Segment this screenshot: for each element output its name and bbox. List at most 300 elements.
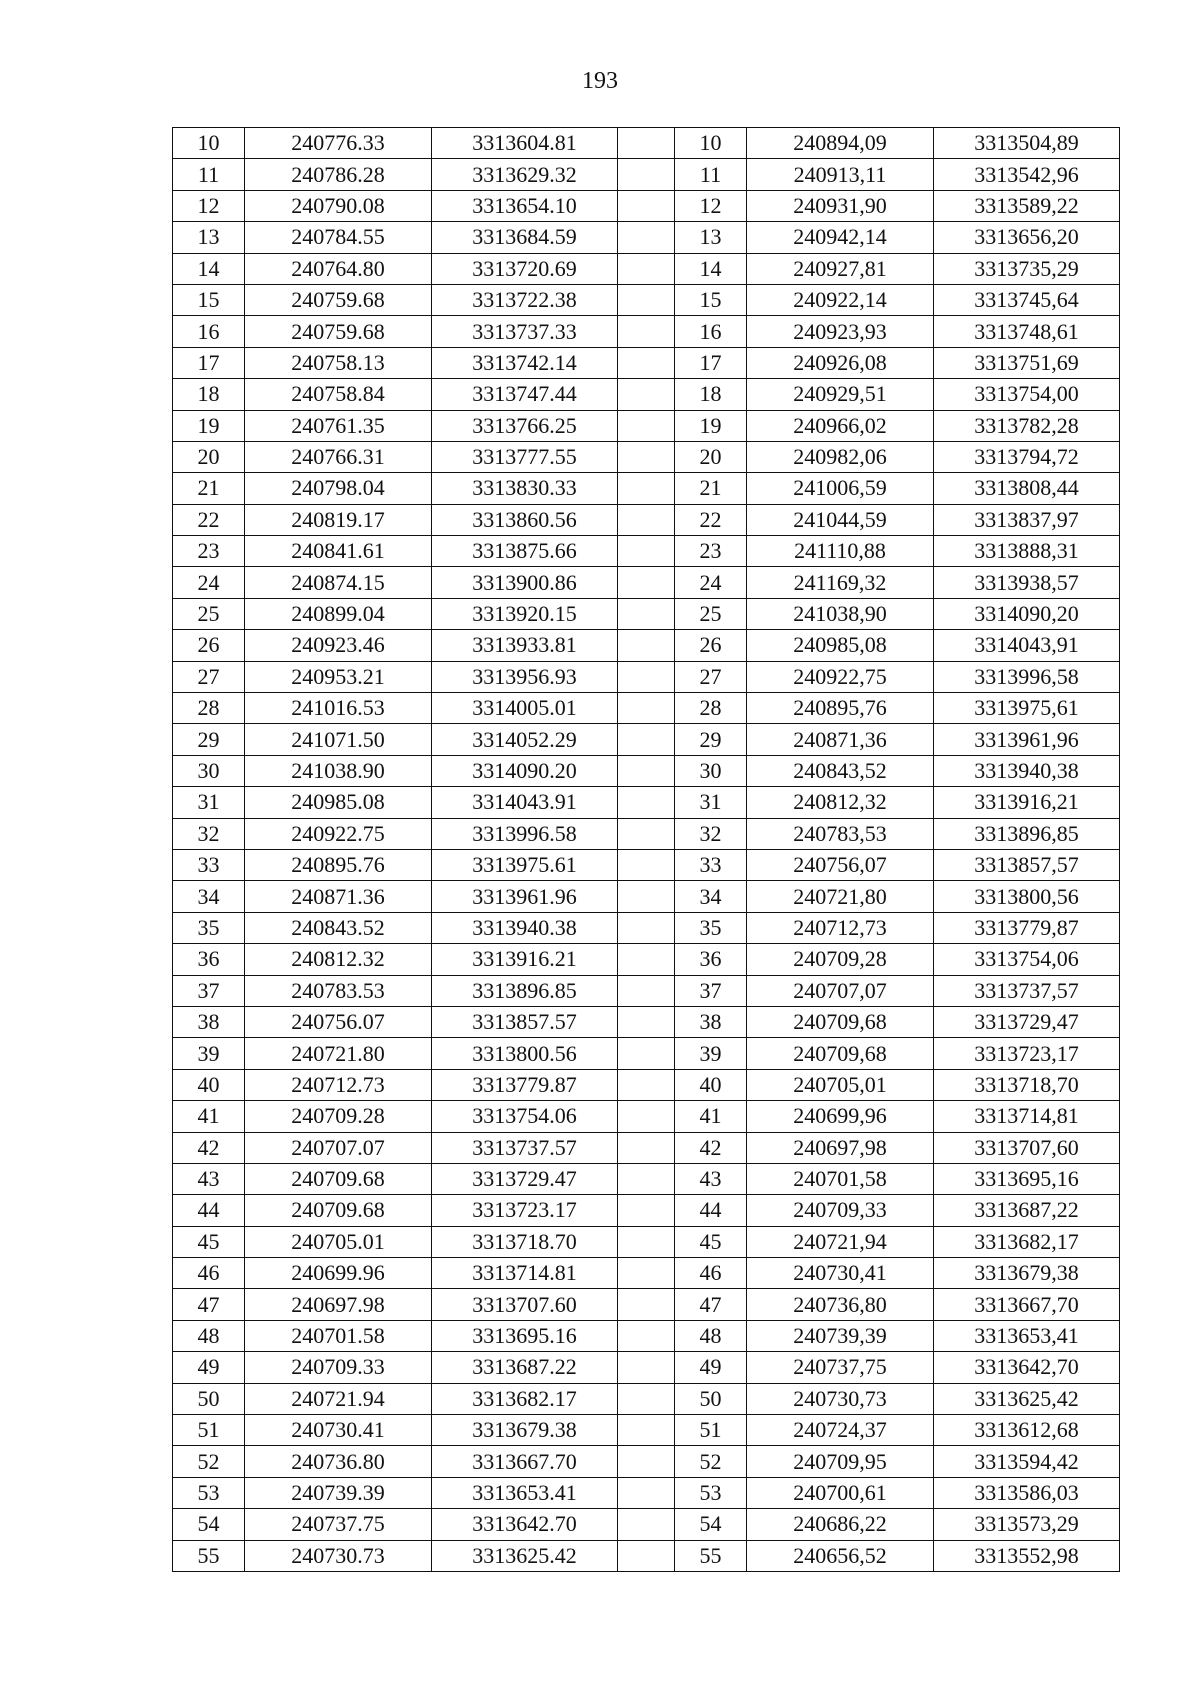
point-number-left: 48 <box>173 1320 245 1351</box>
x-coordinate-left: 240759.68 <box>245 284 432 315</box>
x-coordinate-right: 241038,90 <box>747 598 934 629</box>
y-coordinate-left: 3313684.59 <box>432 222 618 253</box>
x-coordinate-left: 240819.17 <box>245 504 432 535</box>
x-coordinate-right: 240736,80 <box>747 1289 934 1320</box>
table-row <box>173 190 1120 221</box>
x-coordinate-left: 240922.75 <box>245 818 432 849</box>
x-coordinate-right: 240756,07 <box>747 849 934 880</box>
point-number-left: 54 <box>173 1509 245 1540</box>
spacer-cell <box>618 379 675 410</box>
point-number-right: 52 <box>675 1446 747 1477</box>
point-number-right: 22 <box>675 504 747 535</box>
point-number-left: 49 <box>173 1352 245 1383</box>
point-number-left: 10 <box>173 128 245 159</box>
point-number-right: 47 <box>675 1289 747 1320</box>
x-coordinate-left: 240786.28 <box>245 159 432 190</box>
y-coordinate-left: 3313729.47 <box>432 1163 618 1194</box>
spacer-cell <box>618 1163 675 1194</box>
x-coordinate-left: 240756.07 <box>245 1006 432 1037</box>
point-number-left: 45 <box>173 1226 245 1257</box>
point-number-left: 38 <box>173 1006 245 1037</box>
y-coordinate-right: 3313552,98 <box>934 1540 1120 1571</box>
spacer-cell <box>618 881 675 912</box>
spacer-cell <box>618 536 675 567</box>
y-coordinate-left: 3313642.70 <box>432 1509 618 1540</box>
spacer-cell <box>618 912 675 943</box>
table-row <box>173 724 1120 755</box>
y-coordinate-left: 3313896.85 <box>432 975 618 1006</box>
y-coordinate-right: 3313737,57 <box>934 975 1120 1006</box>
x-coordinate-right: 240894,09 <box>747 128 934 159</box>
y-coordinate-left: 3313737.57 <box>432 1132 618 1163</box>
y-coordinate-right: 3313682,17 <box>934 1226 1120 1257</box>
point-number-left: 30 <box>173 755 245 786</box>
x-coordinate-right: 240656,52 <box>747 1540 934 1571</box>
y-coordinate-right: 3313612,68 <box>934 1415 1120 1446</box>
y-coordinate-left: 3313996.58 <box>432 818 618 849</box>
spacer-cell <box>618 724 675 755</box>
y-coordinate-right: 3313794,72 <box>934 441 1120 472</box>
x-coordinate-right: 240730,41 <box>747 1258 934 1289</box>
table-row <box>173 1383 1120 1414</box>
x-coordinate-left: 240712.73 <box>245 1069 432 1100</box>
point-number-right: 24 <box>675 567 747 598</box>
y-coordinate-right: 3313800,56 <box>934 881 1120 912</box>
spacer-cell <box>618 1540 675 1571</box>
point-number-right: 41 <box>675 1101 747 1132</box>
x-coordinate-left: 240699.96 <box>245 1258 432 1289</box>
y-coordinate-left: 3313679.38 <box>432 1415 618 1446</box>
y-coordinate-right: 3313718,70 <box>934 1069 1120 1100</box>
y-coordinate-left: 3313714.81 <box>432 1258 618 1289</box>
point-number-right: 20 <box>675 441 747 472</box>
point-number-right: 48 <box>675 1320 747 1351</box>
point-number-left: 19 <box>173 410 245 441</box>
y-coordinate-right: 3313723,17 <box>934 1038 1120 1069</box>
x-coordinate-left: 240709.33 <box>245 1352 432 1383</box>
y-coordinate-left: 3313900.86 <box>432 567 618 598</box>
spacer-cell <box>618 661 675 692</box>
x-coordinate-left: 241071.50 <box>245 724 432 755</box>
point-number-right: 27 <box>675 661 747 692</box>
x-coordinate-left: 240759.68 <box>245 316 432 347</box>
spacer-cell <box>618 1132 675 1163</box>
point-number-right: 29 <box>675 724 747 755</box>
y-coordinate-right: 3313888,31 <box>934 536 1120 567</box>
y-coordinate-right: 3314090,20 <box>934 598 1120 629</box>
y-coordinate-right: 3313857,57 <box>934 849 1120 880</box>
y-coordinate-left: 3313777.55 <box>432 441 618 472</box>
x-coordinate-left: 240705.01 <box>245 1226 432 1257</box>
y-coordinate-left: 3313722.38 <box>432 284 618 315</box>
x-coordinate-left: 241038.90 <box>245 755 432 786</box>
table-row <box>173 1446 1120 1477</box>
point-number-left: 55 <box>173 1540 245 1571</box>
table-row <box>173 1132 1120 1163</box>
x-coordinate-right: 240721,80 <box>747 881 934 912</box>
x-coordinate-right: 240929,51 <box>747 379 934 410</box>
point-number-left: 20 <box>173 441 245 472</box>
spacer-cell <box>618 222 675 253</box>
point-number-left: 39 <box>173 1038 245 1069</box>
point-number-right: 53 <box>675 1477 747 1508</box>
x-coordinate-right: 241044,59 <box>747 504 934 535</box>
y-coordinate-right: 3313745,64 <box>934 284 1120 315</box>
point-number-left: 40 <box>173 1069 245 1100</box>
y-coordinate-left: 3313604.81 <box>432 128 618 159</box>
point-number-left: 43 <box>173 1163 245 1194</box>
y-coordinate-left: 3313653.41 <box>432 1477 618 1508</box>
point-number-right: 34 <box>675 881 747 912</box>
y-coordinate-right: 3313916,21 <box>934 787 1120 818</box>
point-number-right: 14 <box>675 253 747 284</box>
point-number-right: 18 <box>675 379 747 410</box>
spacer-cell <box>618 1101 675 1132</box>
table-row <box>173 1163 1120 1194</box>
x-coordinate-right: 240686,22 <box>747 1509 934 1540</box>
point-number-right: 40 <box>675 1069 747 1100</box>
x-coordinate-left: 240985.08 <box>245 787 432 818</box>
point-number-left: 46 <box>173 1258 245 1289</box>
y-coordinate-left: 3313875.66 <box>432 536 618 567</box>
point-number-left: 51 <box>173 1415 245 1446</box>
spacer-cell <box>618 1352 675 1383</box>
y-coordinate-left: 3314043.91 <box>432 787 618 818</box>
spacer-cell <box>618 975 675 1006</box>
point-number-left: 12 <box>173 190 245 221</box>
x-coordinate-right: 240966,02 <box>747 410 934 441</box>
point-number-right: 28 <box>675 693 747 724</box>
x-coordinate-left: 240739.39 <box>245 1477 432 1508</box>
x-coordinate-right: 240931,90 <box>747 190 934 221</box>
spacer-cell <box>618 441 675 472</box>
x-coordinate-right: 240709,33 <box>747 1195 934 1226</box>
x-coordinate-left: 240737.75 <box>245 1509 432 1540</box>
x-coordinate-left: 240798.04 <box>245 473 432 504</box>
y-coordinate-right: 3313729,47 <box>934 1006 1120 1037</box>
point-number-left: 34 <box>173 881 245 912</box>
table-row <box>173 1415 1120 1446</box>
y-coordinate-left: 3313857.57 <box>432 1006 618 1037</box>
x-coordinate-right: 240724,37 <box>747 1415 934 1446</box>
y-coordinate-right: 3313940,38 <box>934 755 1120 786</box>
y-coordinate-right: 3313695,16 <box>934 1163 1120 1194</box>
x-coordinate-left: 240899.04 <box>245 598 432 629</box>
point-number-left: 36 <box>173 944 245 975</box>
point-number-right: 45 <box>675 1226 747 1257</box>
spacer-cell <box>618 1383 675 1414</box>
x-coordinate-right: 240709,95 <box>747 1446 934 1477</box>
x-coordinate-right: 240985,08 <box>747 630 934 661</box>
spacer-cell <box>618 410 675 441</box>
spacer-cell <box>618 190 675 221</box>
x-coordinate-right: 240927,81 <box>747 253 934 284</box>
point-number-left: 18 <box>173 379 245 410</box>
spacer-cell <box>618 504 675 535</box>
point-number-left: 25 <box>173 598 245 629</box>
point-number-left: 22 <box>173 504 245 535</box>
y-coordinate-right: 3313714,81 <box>934 1101 1120 1132</box>
x-coordinate-left: 240758.84 <box>245 379 432 410</box>
y-coordinate-right: 3313975,61 <box>934 693 1120 724</box>
point-number-left: 50 <box>173 1383 245 1414</box>
point-number-left: 52 <box>173 1446 245 1477</box>
x-coordinate-right: 241006,59 <box>747 473 934 504</box>
point-number-right: 36 <box>675 944 747 975</box>
point-number-left: 27 <box>173 661 245 692</box>
y-coordinate-left: 3313737.33 <box>432 316 618 347</box>
point-number-left: 11 <box>173 159 245 190</box>
x-coordinate-left: 240812.32 <box>245 944 432 975</box>
x-coordinate-right: 240922,14 <box>747 284 934 315</box>
y-coordinate-right: 3313653,41 <box>934 1320 1120 1351</box>
x-coordinate-right: 240700,61 <box>747 1477 934 1508</box>
y-coordinate-right: 3313754,00 <box>934 379 1120 410</box>
point-number-left: 13 <box>173 222 245 253</box>
table-row <box>173 1101 1120 1132</box>
y-coordinate-right: 3313808,44 <box>934 473 1120 504</box>
point-number-right: 51 <box>675 1415 747 1446</box>
y-coordinate-right: 3313996,58 <box>934 661 1120 692</box>
x-coordinate-left: 240758.13 <box>245 347 432 378</box>
y-coordinate-left: 3313766.25 <box>432 410 618 441</box>
point-number-right: 49 <box>675 1352 747 1383</box>
point-number-right: 32 <box>675 818 747 849</box>
y-coordinate-left: 3313723.17 <box>432 1195 618 1226</box>
y-coordinate-right: 3313656,20 <box>934 222 1120 253</box>
x-coordinate-left: 240736.80 <box>245 1446 432 1477</box>
x-coordinate-right: 240701,58 <box>747 1163 934 1194</box>
point-number-right: 12 <box>675 190 747 221</box>
point-number-left: 26 <box>173 630 245 661</box>
y-coordinate-left: 3313747.44 <box>432 379 618 410</box>
x-coordinate-left: 240730.41 <box>245 1415 432 1446</box>
spacer-cell <box>618 849 675 880</box>
table-row <box>173 1352 1120 1383</box>
y-coordinate-right: 3313751,69 <box>934 347 1120 378</box>
y-coordinate-right: 3313837,97 <box>934 504 1120 535</box>
point-number-right: 19 <box>675 410 747 441</box>
y-coordinate-right: 3313573,29 <box>934 1509 1120 1540</box>
spacer-cell <box>618 284 675 315</box>
point-number-right: 35 <box>675 912 747 943</box>
x-coordinate-left: 240790.08 <box>245 190 432 221</box>
table-row <box>173 1477 1120 1508</box>
table-row <box>173 693 1120 724</box>
table-row <box>173 441 1120 472</box>
x-coordinate-right: 240705,01 <box>747 1069 934 1100</box>
spacer-cell <box>618 253 675 284</box>
y-coordinate-left: 3313920.15 <box>432 598 618 629</box>
table-row <box>173 128 1120 159</box>
x-coordinate-right: 240697,98 <box>747 1132 934 1163</box>
table-row <box>173 1289 1120 1320</box>
x-coordinate-right: 240922,75 <box>747 661 934 692</box>
table-row <box>173 1195 1120 1226</box>
y-coordinate-left: 3313860.56 <box>432 504 618 535</box>
point-number-left: 41 <box>173 1101 245 1132</box>
point-number-left: 14 <box>173 253 245 284</box>
x-coordinate-left: 241016.53 <box>245 693 432 724</box>
x-coordinate-left: 240874.15 <box>245 567 432 598</box>
spacer-cell <box>618 473 675 504</box>
table-row <box>173 222 1120 253</box>
point-number-right: 11 <box>675 159 747 190</box>
point-number-right: 46 <box>675 1258 747 1289</box>
y-coordinate-right: 3313687,22 <box>934 1195 1120 1226</box>
y-coordinate-left: 3313718.70 <box>432 1226 618 1257</box>
x-coordinate-left: 240764.80 <box>245 253 432 284</box>
table-row <box>173 975 1120 1006</box>
spacer-cell <box>618 567 675 598</box>
y-coordinate-left: 3313682.17 <box>432 1383 618 1414</box>
point-number-right: 39 <box>675 1038 747 1069</box>
table-row <box>173 912 1120 943</box>
page-number: 193 <box>582 68 618 94</box>
table-row <box>173 473 1120 504</box>
point-number-left: 15 <box>173 284 245 315</box>
y-coordinate-right: 3313642,70 <box>934 1352 1120 1383</box>
table-row <box>173 253 1120 284</box>
y-coordinate-right: 3313754,06 <box>934 944 1120 975</box>
y-coordinate-right: 3313679,38 <box>934 1258 1120 1289</box>
x-coordinate-left: 240953.21 <box>245 661 432 692</box>
x-coordinate-right: 240709,28 <box>747 944 934 975</box>
spacer-cell <box>618 787 675 818</box>
x-coordinate-left: 240841.61 <box>245 536 432 567</box>
point-number-right: 42 <box>675 1132 747 1163</box>
x-coordinate-left: 240843.52 <box>245 912 432 943</box>
point-number-right: 15 <box>675 284 747 315</box>
spacer-cell <box>618 1038 675 1069</box>
table-row <box>173 1320 1120 1351</box>
point-number-left: 16 <box>173 316 245 347</box>
table-row <box>173 849 1120 880</box>
point-number-left: 47 <box>173 1289 245 1320</box>
spacer-cell <box>618 1509 675 1540</box>
spacer-cell <box>618 128 675 159</box>
spacer-cell <box>618 944 675 975</box>
y-coordinate-left: 3313933.81 <box>432 630 618 661</box>
point-number-left: 21 <box>173 473 245 504</box>
point-number-left: 35 <box>173 912 245 943</box>
y-coordinate-right: 3313667,70 <box>934 1289 1120 1320</box>
table-row <box>173 536 1120 567</box>
x-coordinate-left: 240709.68 <box>245 1163 432 1194</box>
spacer-cell <box>618 1258 675 1289</box>
y-coordinate-right: 3313594,42 <box>934 1446 1120 1477</box>
y-coordinate-left: 3313940.38 <box>432 912 618 943</box>
point-number-right: 30 <box>675 755 747 786</box>
x-coordinate-right: 241169,32 <box>747 567 934 598</box>
point-number-left: 24 <box>173 567 245 598</box>
table-row <box>173 661 1120 692</box>
table-row <box>173 316 1120 347</box>
y-coordinate-left: 3313961.96 <box>432 881 618 912</box>
spacer-cell <box>618 159 675 190</box>
y-coordinate-left: 3313830.33 <box>432 473 618 504</box>
point-number-right: 17 <box>675 347 747 378</box>
table-row <box>173 944 1120 975</box>
point-number-right: 31 <box>675 787 747 818</box>
x-coordinate-left: 240776.33 <box>245 128 432 159</box>
spacer-cell <box>618 1069 675 1100</box>
y-coordinate-right: 3313896,85 <box>934 818 1120 849</box>
point-number-right: 54 <box>675 1509 747 1540</box>
table-row <box>173 504 1120 535</box>
y-coordinate-left: 3313695.16 <box>432 1320 618 1351</box>
table-row <box>173 284 1120 315</box>
x-coordinate-right: 240871,36 <box>747 724 934 755</box>
y-coordinate-left: 3314090.20 <box>432 755 618 786</box>
spacer-cell <box>618 598 675 629</box>
table-row <box>173 1038 1120 1069</box>
table-row <box>173 755 1120 786</box>
x-coordinate-right: 240699,96 <box>747 1101 934 1132</box>
x-coordinate-right: 240843,52 <box>747 755 934 786</box>
point-number-left: 23 <box>173 536 245 567</box>
spacer-cell <box>618 1195 675 1226</box>
y-coordinate-right: 3313625,42 <box>934 1383 1120 1414</box>
spacer-cell <box>618 1289 675 1320</box>
table-row <box>173 1258 1120 1289</box>
y-coordinate-left: 3313916.21 <box>432 944 618 975</box>
y-coordinate-right: 3313586,03 <box>934 1477 1120 1508</box>
point-number-right: 13 <box>675 222 747 253</box>
point-number-right: 10 <box>675 128 747 159</box>
coordinates-table-body <box>173 128 1120 1572</box>
point-number-right: 21 <box>675 473 747 504</box>
x-coordinate-left: 240761.35 <box>245 410 432 441</box>
x-coordinate-right: 240923,93 <box>747 316 934 347</box>
table-row <box>173 567 1120 598</box>
x-coordinate-right: 240707,07 <box>747 975 934 1006</box>
spacer-cell <box>618 1320 675 1351</box>
point-number-left: 37 <box>173 975 245 1006</box>
y-coordinate-left: 3313625.42 <box>432 1540 618 1571</box>
y-coordinate-left: 3313707.60 <box>432 1289 618 1320</box>
x-coordinate-right: 241110,88 <box>747 536 934 567</box>
x-coordinate-right: 240913,11 <box>747 159 934 190</box>
spacer-cell <box>618 1446 675 1477</box>
table-row <box>173 1006 1120 1037</box>
point-number-right: 26 <box>675 630 747 661</box>
y-coordinate-left: 3313742.14 <box>432 347 618 378</box>
x-coordinate-right: 240982,06 <box>747 441 934 472</box>
table-row <box>173 787 1120 818</box>
y-coordinate-right: 3313707,60 <box>934 1132 1120 1163</box>
table-row <box>173 630 1120 661</box>
table-row <box>173 818 1120 849</box>
point-number-right: 50 <box>675 1383 747 1414</box>
x-coordinate-left: 240707.07 <box>245 1132 432 1163</box>
y-coordinate-left: 3313629.32 <box>432 159 618 190</box>
x-coordinate-right: 240712,73 <box>747 912 934 943</box>
y-coordinate-right: 3313782,28 <box>934 410 1120 441</box>
y-coordinate-right: 3313735,29 <box>934 253 1120 284</box>
table-row <box>173 1069 1120 1100</box>
point-number-right: 23 <box>675 536 747 567</box>
x-coordinate-left: 240721.94 <box>245 1383 432 1414</box>
spacer-cell <box>618 1226 675 1257</box>
y-coordinate-left: 3314005.01 <box>432 693 618 724</box>
x-coordinate-right: 240709,68 <box>747 1038 934 1069</box>
x-coordinate-left: 240730.73 <box>245 1540 432 1571</box>
coordinates-table <box>172 127 1120 1572</box>
point-number-right: 43 <box>675 1163 747 1194</box>
y-coordinate-left: 3313654.10 <box>432 190 618 221</box>
table-row <box>173 881 1120 912</box>
